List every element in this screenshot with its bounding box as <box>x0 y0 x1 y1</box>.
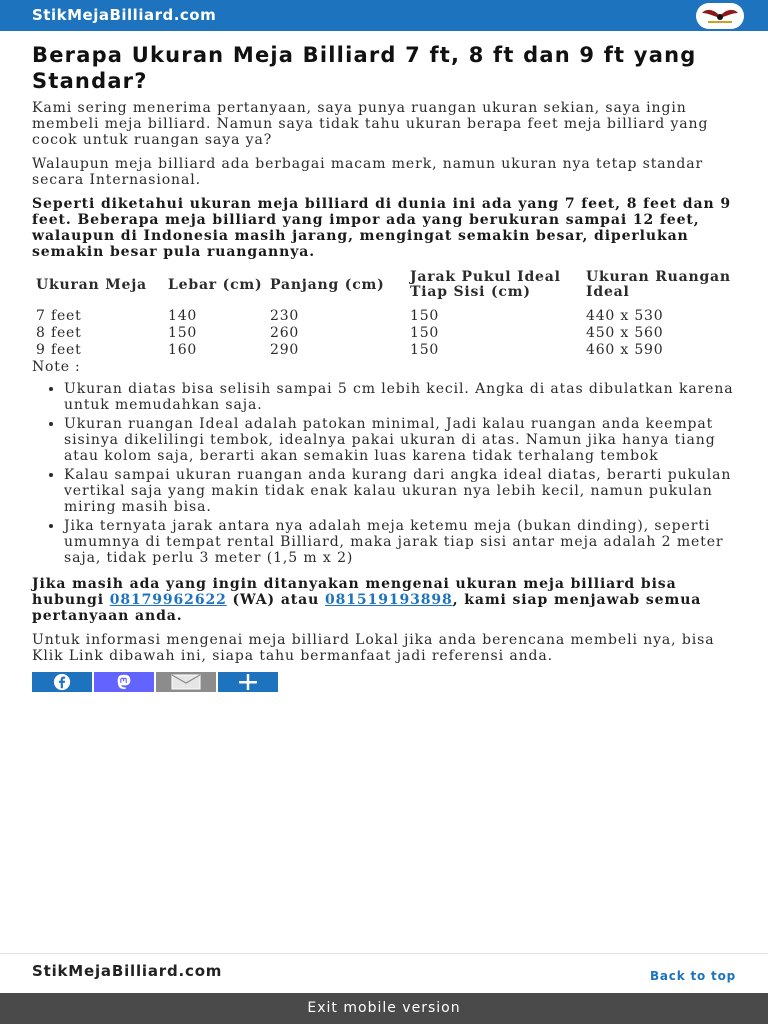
table-header-cell: Panjang (cm) <box>270 276 385 293</box>
footer-site-title-link[interactable]: StikMejaBilliard.com <box>32 962 223 980</box>
article-content <box>32 42 736 692</box>
table-cell: 150 <box>168 325 198 341</box>
table-header-cell: Lebar (cm) <box>168 276 263 293</box>
contact-text: , kami siap menjawab semua pertanyaan anda. <box>32 592 702 624</box>
billiard-wings-logo-icon[interactable] <box>696 3 744 29</box>
size-table <box>32 270 732 359</box>
closing-paragraph: Untuk informasi mengenai meja billiard Lokal jika anda berencana membeli nya, bisa Klik Link dibawah ini, siapa tahu bermanfaat jadi referensi anda. <box>32 632 715 664</box>
contact-text: Jika masih ada yang ingin ditanyakan mengenai ukuran meja billiard bisa hubungi <box>32 576 677 608</box>
footer <box>0 953 768 994</box>
table-cell: 230 <box>270 308 300 324</box>
notes-list <box>32 381 736 566</box>
mastodon-icon <box>114 673 134 691</box>
phone-link-1[interactable]: 08179962622 <box>109 592 227 608</box>
share-buttons <box>32 672 736 692</box>
share-more-button[interactable] <box>218 672 278 692</box>
table-cell: 160 <box>168 342 198 358</box>
table-cell: 450 x 560 <box>586 325 664 341</box>
share-facebook-button[interactable] <box>32 672 92 692</box>
table-cell: 9 feet <box>36 342 82 358</box>
share-email-button[interactable] <box>156 672 216 692</box>
table-cell: 8 feet <box>36 325 82 341</box>
table-cell: 460 x 590 <box>586 342 664 358</box>
list-item: • Ukuran diatas bisa selisih sampai 5 cm lebih kecil. Angka di atas dibulatkan karena untuk memudahkan saja. <box>64 381 736 413</box>
table-row <box>32 308 732 325</box>
share-mastodon-button[interactable] <box>94 672 154 692</box>
list-item: • Jika ternyata jarak antara nya adalah meja ketemu meja (bukan dinding), seperti umumnya di tempat rental Billiard, maka jarak tiap sisi antar meja adalah 2 meter saja, tidak perlu 3 meter (1,5 m x 2) <box>64 518 736 566</box>
table-cell: 260 <box>270 325 300 341</box>
contact-text: (WA) atau <box>226 592 325 608</box>
table-cell: 290 <box>270 342 300 358</box>
phone-link-2[interactable]: 081519193898 <box>325 592 453 608</box>
facebook-icon <box>52 673 72 691</box>
bold-paragraph: Seperti diketahui ukuran meja billiard di dunia ini ada yang 7 feet, 8 feet dan 9 feet. Beberapa meja billiard yang impor ada yang berukuran sampai 12 feet, walaupun di Indonesia masih jarang, mengingat semakin besar, diperlukan semakin besar pula ruangannya. <box>32 196 731 260</box>
table-header-row <box>32 270 732 308</box>
table-cell: 440 x 530 <box>586 308 664 324</box>
exit-mobile-version-button[interactable]: Exit mobile version <box>0 993 768 1024</box>
list-item: • Kalau sampai ukuran ruangan anda kurang dari angka ideal diatas, berarti pukulan vertikal saja yang makin tidak enak kalau ukuran nya lebih kecil, namun pukulan miring masih bisa. <box>64 467 736 515</box>
table-cell: 140 <box>168 308 198 324</box>
table-header-cell: Jarak Pukul Ideal Tiap Sisi (cm) <box>410 269 561 300</box>
intro-paragraph: Kami sering menerima pertanyaan, saya punya ruangan ukuran sekian, saya ingin membeli meja billiard. Namun saya tidak tahu ukuran berapa feet meja billiard yang cocok untuk ruangan saya ya? <box>32 100 709 148</box>
note-label: Note : <box>32 359 81 375</box>
table-cell: 7 feet <box>36 308 82 324</box>
site-title-link[interactable]: StikMejaBilliard.com <box>32 6 217 24</box>
table-header-cell: Ukuran Meja <box>36 276 147 293</box>
list-item: • Ukuran ruangan Ideal adalah patokan minimal, Jadi kalau ruangan anda keempat sisinya dikelilingi tembok, idealnya pakai ukuran di atas. Namun jika hanya tiang atau kolom saja, berarti akan semakin luas karena tidak terhalang tembok <box>64 416 736 464</box>
back-to-top-link[interactable]: Back to top <box>649 969 736 983</box>
article-title: Berapa Ukuran Meja Billiard 7 ft, 8 ft dan 9 ft yang Standar? <box>32 43 697 93</box>
intro-paragraph: Walaupun meja billiard ada berbagai macam merk, namun ukuran nya tetap standar secara Internasional. <box>32 156 704 188</box>
table-header-cell: Ukuran Ruangan Ideal <box>586 269 731 300</box>
table-cell: 150 <box>410 325 440 341</box>
plus-icon <box>237 674 259 690</box>
table-row <box>32 325 732 342</box>
top-bar <box>0 0 768 31</box>
table-row <box>32 342 732 359</box>
contact-paragraph <box>32 576 736 624</box>
table-cell: 150 <box>410 342 440 358</box>
table-cell: 150 <box>410 308 440 324</box>
email-icon <box>171 674 201 690</box>
